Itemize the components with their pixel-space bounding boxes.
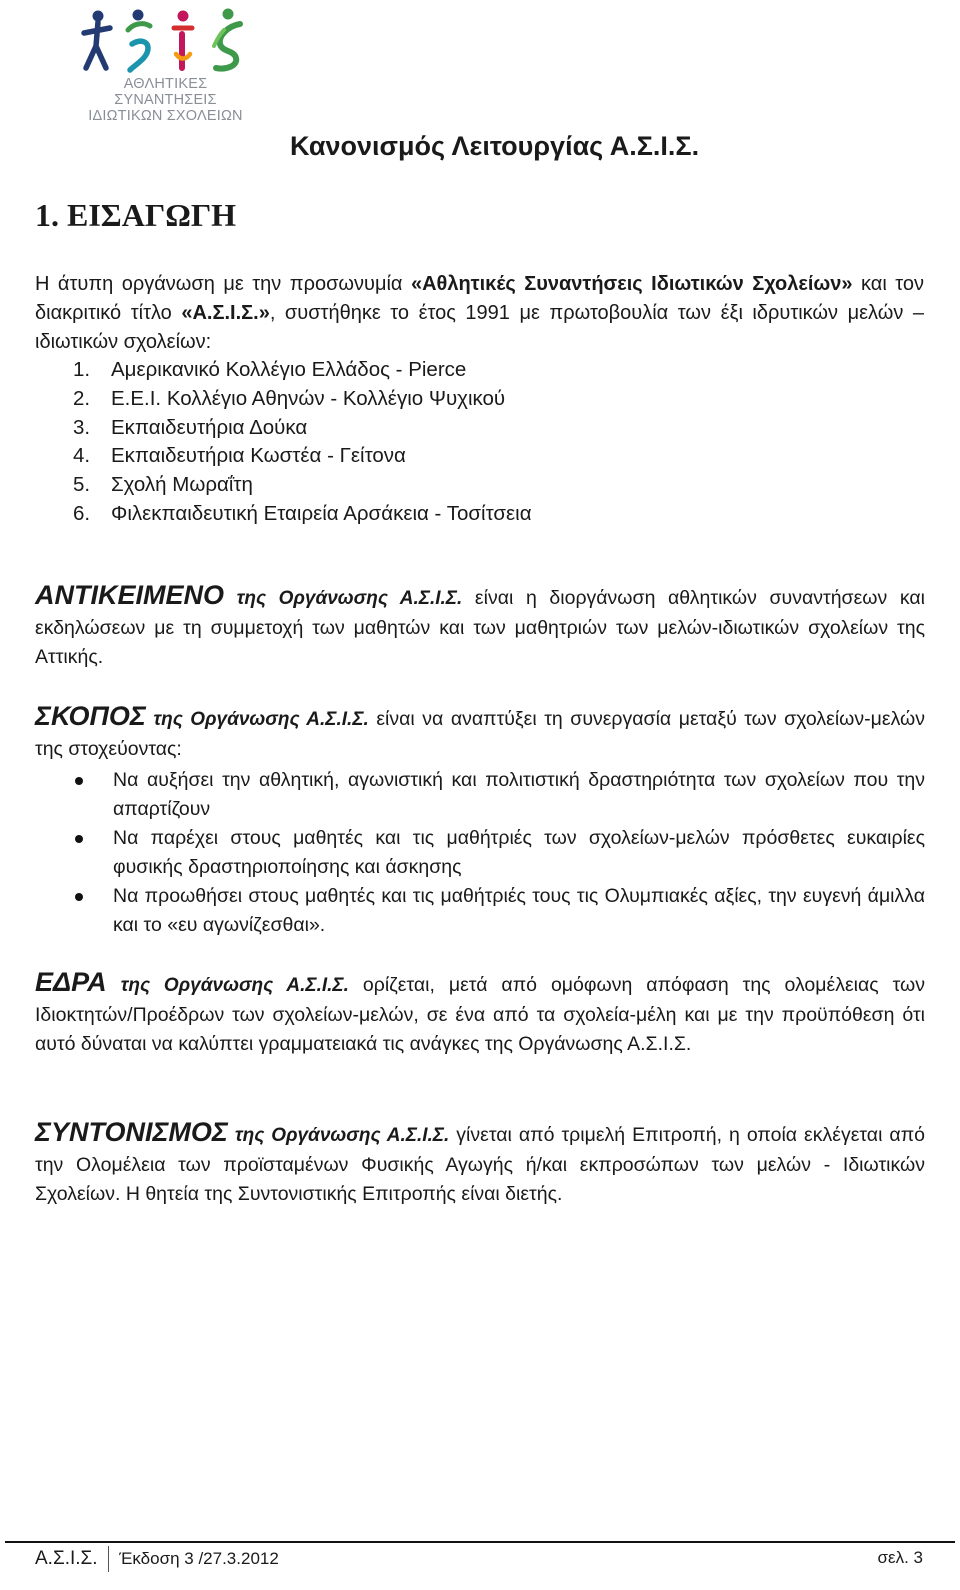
list-item	[73, 442, 532, 471]
footer-org: Α.Σ.Ι.Σ.	[35, 1548, 98, 1570]
coordination-keyword-suffix: της Οργάνωσης Α.Σ.Ι.Σ.	[234, 1125, 450, 1146]
intro-text-2: και τον διακριτικό τίτλο	[35, 273, 924, 324]
list-item-number: 5.	[73, 473, 91, 497]
founding-schools-list	[73, 356, 532, 529]
list-item-number: 4.	[73, 444, 91, 468]
list-item	[73, 500, 532, 529]
list-item	[73, 471, 532, 500]
footer-edition: Έκδοση 3 /27.3.2012	[119, 1549, 279, 1569]
list-item-name: Εκπαιδευτήρια Κωστέα - Γείτονα	[111, 444, 406, 468]
list-item-name: Αμερικανικό Κολλέγιο Ελλάδος - Pierce	[111, 358, 467, 381]
bullet-icon	[75, 893, 83, 901]
list-item	[75, 882, 925, 939]
logo-text-line1: ΑΘΛΗΤΙΚΕΣ ΣΥΝΑΝΤΗΣΕΙΣ	[114, 76, 217, 108]
coordination-text: γίνεται από τριμελή Επιτροπή, η οποία εκλέγεται από την Ολομέλεια των προϊσταμένων Φυσικής Αγωγής ή/και εκπροσώπων των μελών - Ιδιωτικών Σχολείων. Η θητεία της Συντονιστικής Επιτροπής είναι διετής.	[35, 1124, 925, 1205]
list-item	[73, 414, 532, 443]
list-item	[75, 824, 925, 881]
seat-keyword: ΕΔΡΑ	[35, 967, 107, 997]
intro-text-1: Η άτυπη οργάνωση με την προσωνυμία	[35, 273, 411, 295]
seat-text: ορίζεται, μετά από ομόφωνη απόφαση της ολομέλειας των Ιδιοκτητών/Προέδρων των σχολείων-μελών, σε ένα από τα σχολεία-μέλη και με την προϋπόθεση ότι αυτό δύναται να καλύπτει γραμματειακά τις ανάγκες της Οργάνωσης Α.Σ.Ι.Σ.	[35, 974, 926, 1055]
object-keyword: ΑΝΤΙΚΕΙΜΕΝΟ	[35, 580, 224, 610]
bullet-icon	[75, 777, 83, 785]
coordination-keyword: ΣΥΝΤΟΝΙΣΜΟΣ	[35, 1117, 228, 1147]
list-item-name: Σχολή Μωραΐτη	[111, 473, 253, 497]
intro-paragraph	[35, 270, 924, 357]
section-heading: 1. ΕΙΣΑΓΩΓΗ	[35, 197, 237, 233]
object-text: είναι η διοργάνωση αθλητικών συναντήσεων και εκδηλώσεων με τη συμμετοχή των μαθητών και των μαθητριών των μελών-ιδιωτικών σχολείων της Αττικής.	[35, 587, 925, 668]
list-item-number: 1.	[73, 358, 91, 381]
intro-acronym: «Α.Σ.Ι.Σ.»	[181, 302, 270, 324]
footer-left	[35, 1546, 279, 1572]
list-item-number: 2.	[73, 386, 91, 410]
bullet-text: Να παρέχει στους μαθητές και τις μαθήτριές των σχολείων-μελών πρόσθετες ευκαιρίες φυσικής δραστηριοποίησης και άσκησης	[113, 827, 925, 878]
logo-text-line2: ΙΔΙΩΤΙΚΩΝ ΣΧΟΛΕΙΩΝ	[88, 108, 243, 124]
bullet-icon	[75, 835, 83, 843]
seat-keyword-suffix: της Οργάνωσης Α.Σ.Ι.Σ.	[120, 975, 349, 996]
intro-org-name: «Αθλητικές Συναντήσεις Ιδιωτικών Σχολείων»	[410, 273, 853, 295]
object-keyword-suffix: της Οργάνωσης Α.Σ.Ι.Σ.	[236, 588, 463, 609]
purpose-keyword-suffix: της Οργάνωσης Α.Σ.Ι.Σ.	[153, 709, 369, 730]
purpose-paragraph	[35, 702, 925, 764]
list-item	[73, 356, 532, 385]
object-paragraph	[35, 581, 925, 673]
purpose-bullets	[75, 766, 925, 940]
bullet-text: Να προωθήσει στους μαθητές και τις μαθήτριές τους τις Ολυμπιακές αξίες, την ευγενή άμιλλα και το «ευ αγωνίζεσθαι».	[113, 885, 925, 936]
footer-page-number: σελ. 3	[877, 1548, 923, 1567]
list-item-name: Εκπαιδευτήρια Δούκα	[111, 415, 308, 439]
document-title: Κανονισμός Λειτουργίας Α.Σ.Ι.Σ.	[290, 131, 700, 161]
footer-separator	[108, 1546, 110, 1572]
logo-figures-icon	[78, 6, 256, 81]
list-item-name: Ε.Ε.Ι. Κολλέγιο Αθηνών - Κολλέγιο Ψυχικού	[111, 386, 506, 410]
list-item-number: 3.	[73, 415, 91, 439]
intro-text-3: , συστήθηκε το έτος 1991 με πρωτοβουλία των έξι ιδρυτικών μελών – ιδιωτικών σχολείων:	[35, 302, 924, 353]
logo-text	[78, 76, 253, 124]
list-item	[75, 766, 925, 823]
coordination-paragraph	[35, 1118, 925, 1210]
footer-divider	[5, 1541, 955, 1543]
bullet-text: Να αυξήσει την αθλητική, αγωνιστική και πολιτιστική δραστηριότητα των σχολείων που την απαρτίζουν	[113, 769, 925, 820]
purpose-text: είναι να αναπτύξει τη συνεργασία μεταξύ των σχολείων-μελών της στοχεύοντας:	[35, 708, 926, 760]
purpose-keyword: ΣΚΟΠΟΣ	[35, 701, 146, 731]
list-item	[73, 385, 532, 414]
seat-paragraph	[35, 968, 925, 1060]
list-item-name: Φιλεκπαιδευτική Εταιρεία Αρσάκεια - Τοσίτσεια	[111, 501, 532, 525]
list-item-number: 6.	[73, 501, 91, 525]
